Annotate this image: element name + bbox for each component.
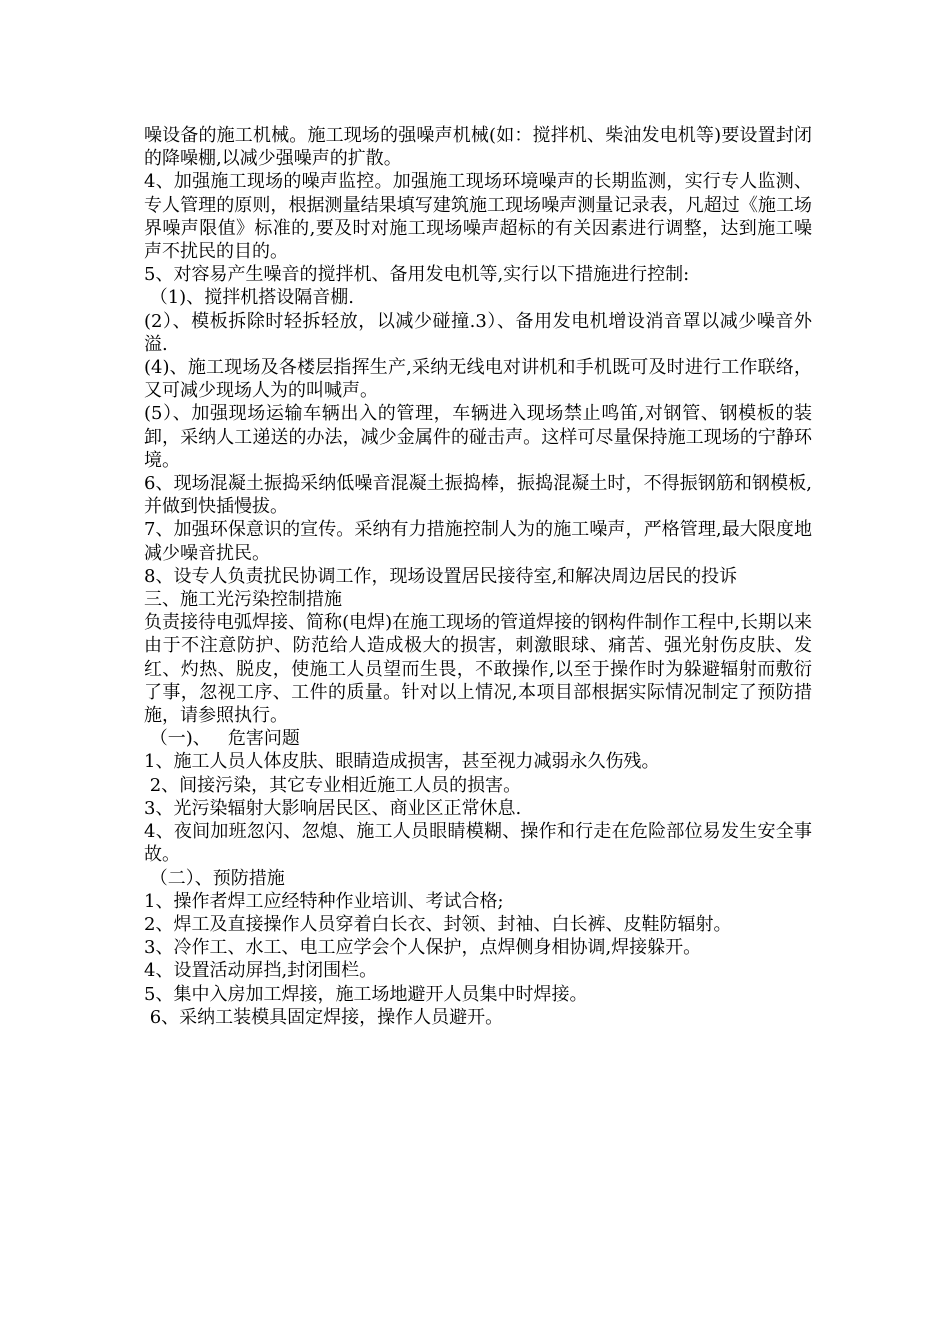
prevention-item-5: 5、集中入房加工焊接，施工场地避开人员集中时焊接。: [144, 983, 588, 1005]
paragraph-awareness: 7、加强环保意识的宣传。采纳有力措施控制人为的施工噪声，严格管理,最大限度地减少噪音扰民。: [144, 519, 812, 564]
prevention-item-4: 4、设置活动屏挡,封闭围栏。: [144, 960, 378, 982]
document-body: [144, 124, 812, 1029]
hazard-item-2: 2、间接污染，其它专业相近施工人员的损害。: [144, 774, 522, 796]
paragraph-measure-2-3: (2）、模板拆除时轻拆轻放，以减少碰撞.3）、备用发电机增设消音罩以减少噪音外溢.: [144, 310, 812, 355]
hazard-item-1: 1、施工人员人体皮肤、眼睛造成损害，甚至视力减弱永久伤残。: [144, 751, 660, 773]
paragraph-measure-5: (5）、加强现场运输车辆出入的管理，车辆进入现场禁止鸣笛,对钢管、钢模板的装卸，采纳人工递送的办法，减少金属件的碰击声。这样可尽量保持施工现场的宁静环境。: [144, 403, 812, 471]
paragraph-noise-equipment: 噪设备的施工机械。施工现场的强噪声机械(如：搅拌机、柴油发电机等)要设置封闭的降噪棚,以减少强噪声的扩散。: [144, 125, 812, 170]
subheading-prevention: （二）、预防措施: [144, 867, 285, 889]
paragraph-noise-measures-intro: 5、对容易产生噪音的搅拌机、备用发电机等,实行以下措施进行控制:: [144, 264, 690, 286]
paragraph-complaints: 8、设专人负责扰民协调工作，现场设置居民接待室,和解决周边居民的投诉: [144, 565, 738, 587]
paragraph-measure-4: (4)、施工现场及各楼层指挥生产,采纳无线电对讲机和手机既可及时进行工作联络，又可减少现场人为的叫喊声。: [144, 357, 812, 402]
paragraph-noise-monitoring: 4、加强施工现场的噪声监控。加强施工现场环境噪声的长期监测，实行专人监测、专人管理的原则，根据测量结果填写建筑施工现场噪声测量记录表，凡超过《施工场界噪声限值》标准的,要及时对施工现场噪声超标的有关因素进行调整，达到施工噪声不扰民的目的。: [144, 171, 812, 263]
prevention-item-6: 6、采纳工装模具固定焊接，操作人员避开。: [144, 1006, 504, 1028]
section-heading-light-pollution: 三、施工光污染控制措施: [144, 589, 342, 611]
prevention-item-1: 1、操作者焊工应经特种作业培训、考试合格;: [144, 890, 504, 912]
prevention-item-3: 3、冷作工、水工、电工应学会个人保护，点焊侧身相协调,焊接躲开。: [144, 937, 702, 959]
subheading-hazards: （一)、 危害问题: [144, 728, 300, 750]
prevention-item-2: 2、焊工及直接操作人员穿着白长衣、封领、封袖、白长裤、皮鞋防辐射。: [144, 913, 732, 935]
paragraph-welding-intro: 负责接待电弧焊接、简称(电焊)在施工现场的管道焊接的钢构件制作工程中,长期以来由于不注意防护、防范给人造成极大的损害，刺激眼球、痛苦、强光射伤皮肤、发红、灼热、脱皮，使施工人员望而生畏，不敢操作,以至于操作时为躲避辐射而敷衍了事，忽视工序、工件的质量。针对以上情况,本项目部根据实际情况制定了预防措施，请参照执行。: [144, 612, 812, 727]
hazard-item-4: 4、夜间加班忽闪、忽熄、施工人员眼睛模糊、操作和行走在危险部位易发生安全事故。: [144, 821, 812, 866]
hazard-item-3: 3、光污染辐射大影响居民区、商业区正常休息.: [144, 797, 522, 819]
paragraph-measure-1: （1)、搅拌机搭设隔音棚.: [144, 287, 354, 309]
paragraph-concrete-vibration: 6、现场混凝土振捣采纳低噪音混凝土振捣棒，振捣混凝土时，不得振钢筋和钢模板,并做到快插慢拔。: [144, 473, 812, 518]
